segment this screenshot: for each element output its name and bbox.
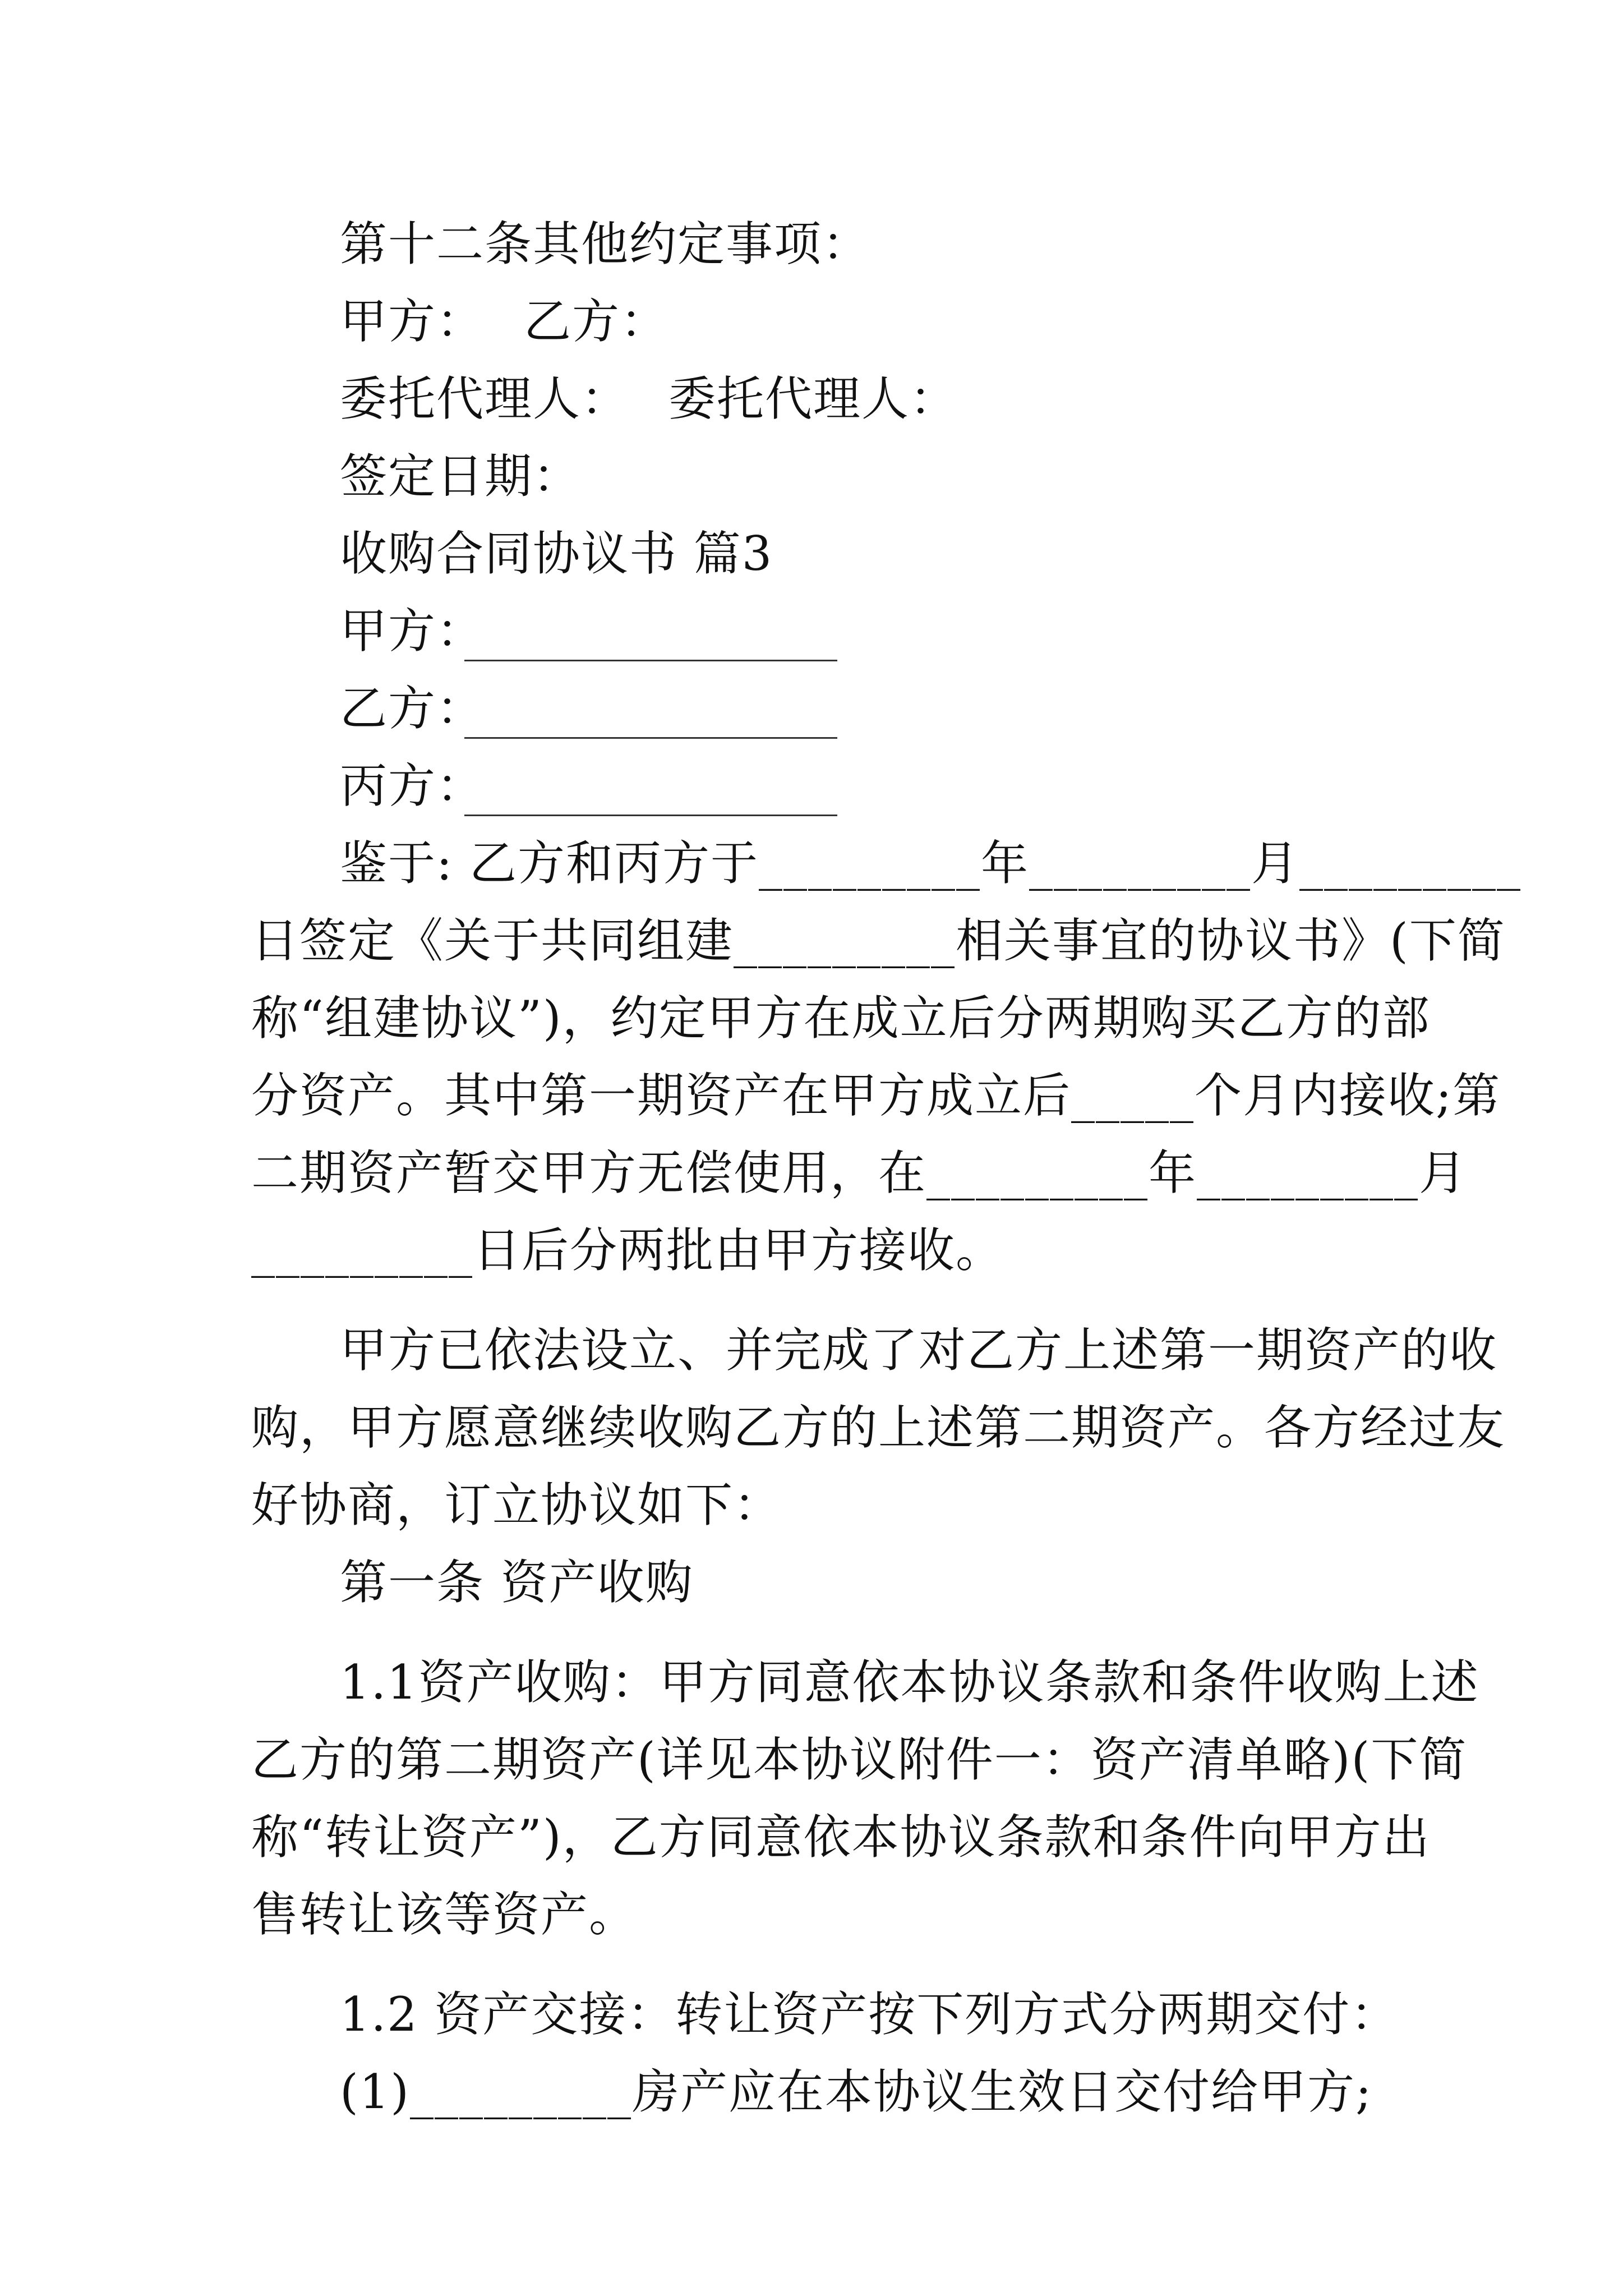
party-c-blank — [464, 747, 837, 816]
party-b-blank — [464, 670, 837, 739]
signature-row-agents — [251, 360, 1384, 438]
recital-line: 分资产。其中第一期资产在甲方成立后_____个月内接收;第 — [251, 1068, 1501, 1123]
recital-line: _________日后分两批由甲方接收。 — [251, 1223, 1004, 1278]
recital-line: 称“组建协议”)，约定甲方在成立后分两期购买乙方的部 — [251, 991, 1431, 1046]
party-a-signature-label: 甲方： — [340, 294, 485, 349]
recital-line: 鉴于: 乙方和丙方于_________年_________月_________ — [340, 836, 1522, 891]
party-a-agent-label: 委托代理人： — [340, 371, 630, 426]
clause-1-2: 1.2 资产交接：转让资产按下列方式分两期交付： — [340, 1987, 1399, 2042]
party-b-line — [251, 670, 1384, 747]
signature-row-parties — [251, 283, 1384, 360]
article-12-heading: 第十二条其他约定事项： — [340, 217, 871, 272]
clause-1-1-line: 1.1资产收购：甲方同意依本协议条款和条件收购上述 — [340, 1655, 1479, 1710]
recital-line: 日签定《关于共同组建_________相关事宜的协议书》(下简 — [251, 913, 1506, 968]
party-c-line — [251, 747, 1384, 825]
recital-line: 二期资产暂交甲方无偿使用，在_________年_________月 — [251, 1145, 1468, 1200]
purpose-line: 好协商，订立协议如下： — [251, 1478, 782, 1533]
party-a-blank — [464, 592, 837, 661]
party-b-label: 乙方： — [340, 681, 485, 736]
purpose-line: 甲方已依法设立、并完成了对乙方上述第一期资产的收 — [340, 1323, 1498, 1378]
party-b-agent-label: 委托代理人： — [668, 371, 958, 426]
signing-date-label: 签定日期： — [340, 449, 582, 504]
party-a-label: 甲方： — [340, 604, 485, 659]
clause-1-1-line: 乙方的第二期资产(详见本协议附件一：资产清单略)(下简 — [251, 1732, 1468, 1787]
document-body — [251, 205, 1522, 2131]
recital-paragraph — [251, 825, 1522, 1289]
clause-1-1-line: 称“转让资产”)，乙方同意依本协议条款和条件向甲方出 — [251, 1810, 1431, 1865]
party-a-line — [251, 592, 1384, 670]
article-1-title: 第一条 资产收购 — [340, 1555, 694, 1610]
purpose-paragraph — [251, 1312, 1506, 1544]
purpose-line: 购，甲方愿意继续收购乙方的上述第二期资产。各方经过友 — [251, 1400, 1506, 1455]
clause-1-2-item-1: (1)_________房产应在本协议生效日交付给甲方; — [340, 2064, 1373, 2119]
section-title: 收购合同协议书 篇3 — [340, 526, 773, 581]
party-c-label: 丙方： — [340, 758, 485, 813]
clause-1-1-line: 售转让该等资产。 — [251, 1887, 638, 1942]
party-b-signature-label: 乙方： — [524, 294, 669, 349]
clause-1-1 — [251, 1644, 1479, 1953]
